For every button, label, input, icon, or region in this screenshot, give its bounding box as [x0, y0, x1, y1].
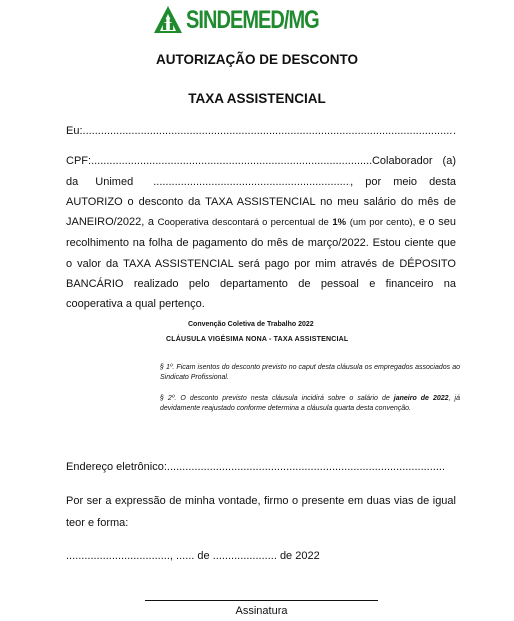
signature-line[interactable]: [145, 600, 378, 601]
document-title: AUTORIZAÇÃO DE DESCONTO: [155, 52, 358, 67]
signature-label: Assinatura: [235, 605, 288, 617]
unimed-field[interactable]: [153, 172, 350, 192]
email-field[interactable]: [167, 457, 444, 477]
sindemed-emblem-icon: [153, 5, 183, 35]
clause-paragraph-2: § 2º. O desconto previsto nesta cláusula incidirá sobre o salário de janeiro de 2022, já devidamente reajustado conforme determina a cláusula quarta desta convenção.: [160, 395, 460, 412]
text-line-4: JANEIRO/2022, a Cooperativa descontará o percentual de 1% (um por cento), e o seu: [66, 216, 456, 229]
name-line: [66, 121, 456, 141]
text-line-8: cooperativa a qual pertenço.: [66, 298, 205, 311]
logo-text: SINDEMED/MG: [186, 5, 319, 34]
text-line-5: recolhimento na folha de pagamento do mês de março/2022. Estou ciente que: [66, 237, 456, 250]
text-line-3: AUTORIZO o desconto da TAXA ASSISTENCIAL no meu salário do mês de: [66, 195, 456, 208]
name-end: .: [452, 125, 456, 137]
logo: [0, 4, 514, 36]
text-line-7: BANCÁRIO realizado pelo departamento de pessoal e financeiro na: [66, 278, 456, 291]
email-line: [66, 457, 456, 477]
cpf-role: Colaborador (a): [371, 155, 456, 168]
cpf-label: CPF:: [66, 155, 92, 168]
clause-paragraph-1: § 1º. Ficam isentos do desconto previsto no caput desta cláusula os empregados associados ao Sindicato Profissional.: [160, 364, 460, 381]
name-field[interactable]: [83, 121, 453, 141]
unimed-end: , por meio desta: [350, 175, 456, 188]
cpf-field[interactable]: [91, 151, 372, 171]
email-label: Endereço eletrônico:: [66, 461, 167, 473]
cpf-line: [66, 151, 456, 171]
unimed-start: da Unimed: [66, 175, 134, 188]
authorization-text: [66, 121, 456, 315]
clause-heading: Convenção Coletiva de Trabalho 2022: [188, 321, 314, 328]
declaration-line-1: Por ser a expressão de minha vontade, firmo o presente em duas vias de igual: [66, 495, 456, 507]
name-label: Eu:: [66, 125, 83, 137]
text-line-6: o valor da TAXA ASSISTENCIAL será pago por mim através de DÉPOSITO: [66, 257, 456, 270]
document-subtitle: TAXA ASSISTENCIAL: [188, 91, 326, 106]
declaration: [66, 491, 456, 534]
clause-title: CLÁUSULA VIGÉSIMA NONA - TAXA ASSISTENCIAL: [166, 336, 349, 343]
date-line[interactable]: .................................., ...... de ..................... de 2022: [66, 550, 320, 562]
declaration-line-2: teor e forma:: [66, 517, 129, 530]
unimed-line: [66, 172, 456, 192]
